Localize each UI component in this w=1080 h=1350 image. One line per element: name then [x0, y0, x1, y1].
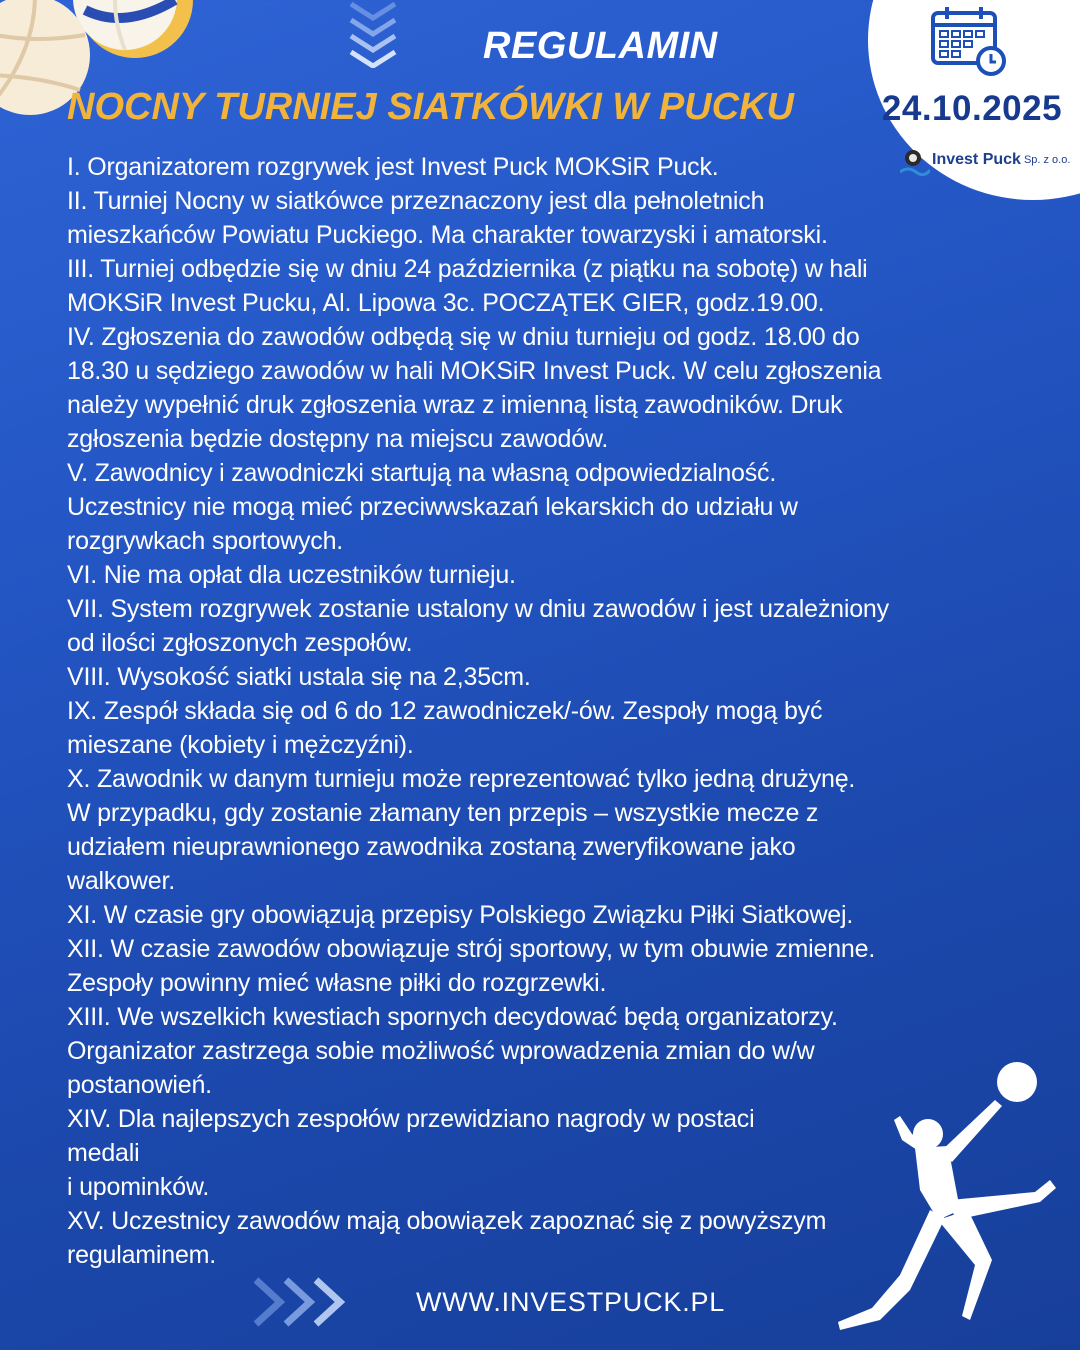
rule-item: VI. Nie ma opłat dla uczestników turnieju.	[67, 561, 516, 589]
rule-item: II. Turniej Nocny w siatkówce przeznaczony jest dla pełnoletnich mieszkańców Powiatu Puckiego. Ma charakter towarzyski i amatorski.	[67, 187, 828, 249]
rule-item: XI. W czasie gry obowiązują przepisy Polskiego Związku Piłki Siatkowej.	[67, 901, 854, 929]
calendar-clock-icon	[929, 5, 1009, 77]
rule-item: IV. Zgłoszenia do zawodów odbędą się w dniu turnieju od godz. 18.00 do 18.30 u sędziego zawodów w hali MOKSiR Invest Puck. W celu zgłoszenia należy wypełnić druk zgłoszenia wraz z imienną listą zawodników. Druk zgłoszenia będzie dostępny na miejscu zawodów.	[67, 323, 882, 453]
rule-item: V. Zawodnicy i zawodniczki startują na własną odpowiedzialność. Uczestnicy nie mogą mieć przeciwwskazań lekarskich do udziału w rozgrywkach sportowych.	[67, 459, 798, 555]
chevrons-down-icon	[343, 0, 403, 68]
rule-item: VII. System rozgrywek zostanie ustalony w dniu zawodów i jest uzależniony od ilości zgłoszonych zespołów.	[67, 595, 889, 657]
website-url[interactable]: WWW.INVESTPUCK.PL	[416, 1287, 726, 1317]
rule-item: XIII. We wszelkich kwestiach spornych decydować będą organizatorzy. Organizator zastrzega sobie możliwość wprowadzenia zmian do w/w postanowień.	[67, 1003, 838, 1099]
rule-item: XV. Uczestnicy zawodów mają obowiązek zapoznać się z powyższym regulaminem.	[67, 1207, 827, 1269]
rule-item: X. Zawodnik w danym turnieju może reprezentować tylko jedną drużynę. W przypadku, gdy zostanie złamany ten przepis – wszystkie mecze z udziałem nieuprawnionego zawodnika zostaną zweryfikowane jako walkower.	[67, 765, 856, 895]
volleyball-player-icon	[820, 1060, 1080, 1350]
logo-suffix: Sp. z o.o.	[1023, 154, 1071, 166]
rule-item: VIII. Wysokość siatki ustala się na 2,35cm.	[67, 663, 531, 691]
rule-item: III. Turniej odbędzie się w dniu 24 października (z piątku na sobotę) w hali MOKSiR Invest Pucku, Al. Lipowa 3c. POCZĄTEK GIER, godz.19.00.	[67, 255, 868, 317]
rule-item: I. Organizatorem rozgrywek jest Invest Puck MOKSiR Puck.	[67, 153, 719, 181]
rule-item: XIV. Dla najlepszych zespołów przewidziano nagrody w postaci medali i upominków.	[67, 1105, 755, 1201]
rule-item: IX. Zespół składa się od 6 do 12 zawodniczek/-ów. Zespoły mogą być mieszane (kobiety i mężczyźni).	[67, 697, 823, 759]
page-title: REGULAMIN	[483, 25, 718, 67]
rule-item: XII. W czasie zawodów obowiązuje strój sportowy, w tym obuwie zmienne. Zespoły powinny mieć własne piłki do rozgrzewki.	[67, 935, 876, 997]
chevrons-right-icon	[250, 1272, 390, 1332]
logo-name: Invest Puck	[932, 151, 1021, 168]
page-subtitle: NOCNY TURNIEJ SIATKÓWKI W PUCKU	[67, 86, 794, 128]
event-date: 24.10.2025	[881, 89, 1063, 128]
